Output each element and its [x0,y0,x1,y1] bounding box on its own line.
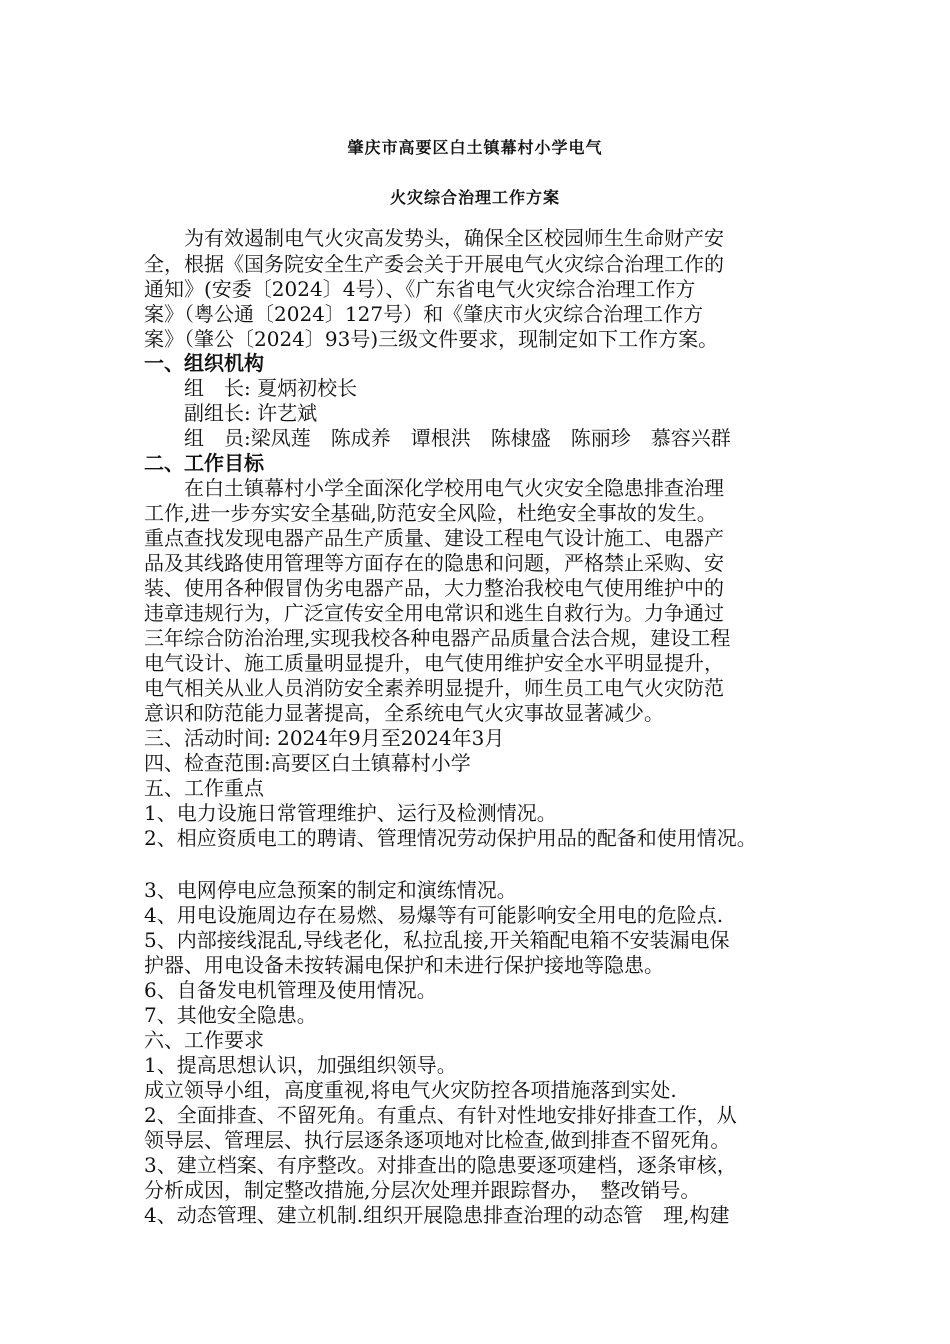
key-work-item: 6、自备发电机管理及使用情况。 [144,978,437,1002]
goals-paragraph-line: 意识和防范能力显著提高，全系统电气火灾事故显著减少。 [144,701,664,725]
goals-paragraph-line: 三年综合防治治理,实现我校各种电器产品质量合法合规，建设工程 [144,626,731,650]
goals-paragraph-line: 装、使用各种假冒伪劣电器产品，大力整治我校电气使用维护中的 [144,576,724,600]
key-work-item-continued: 护器、用电设备未按转漏电保护和未进行保护接地等隐患。 [144,953,664,977]
document-title-line-1: 肇庆市高要区白土镇幕村小学电气 [347,138,603,157]
section-heading-requirements: 六、工作要求 [144,1028,264,1052]
requirement-item: 2、全面排查、不留死角。有重点、有针对性地安排好排查工作，从 [144,1103,737,1127]
goals-paragraph-line: 重点查找发现电器产品生产质量、建设工程电气设计施工、电器产 [144,526,724,550]
key-work-item: 4、用电设施周边存在易燃、易爆等有可能影响安全用电的危险点. [144,903,724,927]
requirement-item: 4、动态管理、建立机制.组织开展隐患排查治理的动态管 理,构建 [144,1203,730,1227]
section-heading-key-work: 五、工作重点 [144,776,264,800]
goals-paragraph-line: 在白土镇幕村小学全面深化学校用电气火灾安全隐患排查治理 [144,476,724,500]
organization-deputy-leader: 副组长: 许艺斌 [144,401,318,425]
key-work-item: 2、相应资质电工的聘请、管理情况劳动保护用品的配备和使用情况。 [144,826,757,850]
organization-members: 组 员:梁凤莲 陈成养 谭根洪 陈棣盛 陈丽珍 慕容兴群 [144,426,731,450]
intro-paragraph-line: 案》（肇公〔2024〕93号)三级文件要求，现制定如下工作方案。 [144,327,719,351]
section-activity-time: 三、活动时间: 2024年9月至2024年3月 [144,726,505,750]
requirement-item: 1、提高思想认识，加强组织领导。 [144,1053,457,1077]
section-heading-organization: 一、组织机构 [144,351,264,375]
requirement-item-detail: 领导层、管理层、执行层逐条逐项地对比检查,做到排查不留死角。 [144,1128,731,1152]
goals-paragraph-line: 工作,进一步夯实安全基础,防范安全风险，杜绝安全事故的发生。 [144,501,717,525]
section-inspection-scope: 四、检查范围:高要区白土镇幕村小学 [144,751,471,775]
document-title-line-2: 火灾综合治理工作方案 [389,188,560,207]
key-work-item: 3、电网停电应急预案的制定和演练情况。 [144,878,517,902]
key-work-item: 1、电力设施日常管理维护、运行及检测情况。 [144,801,557,825]
section-heading-goals: 二、工作目标 [144,451,264,475]
goals-paragraph-line: 违章违规行为，广泛宣传安全用电常识和逃生自救行为。力争通过 [144,601,724,625]
goals-paragraph-line: 电气相关从业人员消防安全素养明显提升，师生员工电气火灾防范 [144,676,724,700]
requirement-item-detail: 成立领导小组，高度重视,将电气火灾防控各项措施落到实处. [144,1078,677,1102]
intro-paragraph-line: 为有效遏制电气火灾高发势头，确保全区校园师生生命财产安 [144,226,724,250]
intro-paragraph-line: 全，根据《国务院安全生产委会关于开展电气火灾综合治理工作的 [144,252,724,276]
goals-paragraph-line: 电气设计、施工质量明显提升，电气使用维护安全水平明显提升， [144,651,724,675]
organization-leader: 组 长: 夏炳初校长 [144,376,358,400]
key-work-item: 5、内部接线混乱,导线老化，私拉乱接,开关箱配电箱不安装漏电保 [144,928,730,952]
key-work-item: 7、其他安全隐患。 [144,1003,317,1027]
intro-paragraph-line: 通知》(安委〔2024〕4号）、《广东省电气火灾综合治理工作方 [144,277,696,301]
intro-paragraph-line: 案》（粤公通〔2024〕127号）和《肇庆市火灾综合治理工作方 [144,302,704,326]
goals-paragraph-line: 品及其线路使用管理等方面存在的隐患和问题，严格禁止采购、安 [144,551,724,575]
requirement-item-detail: 分析成因，制定整改措施,分层次处理并跟踪督办， 整改销号。 [144,1178,701,1202]
requirement-item: 3、建立档案、有序整改。对排查出的隐患要逐项建档，逐条审核， [144,1153,737,1177]
